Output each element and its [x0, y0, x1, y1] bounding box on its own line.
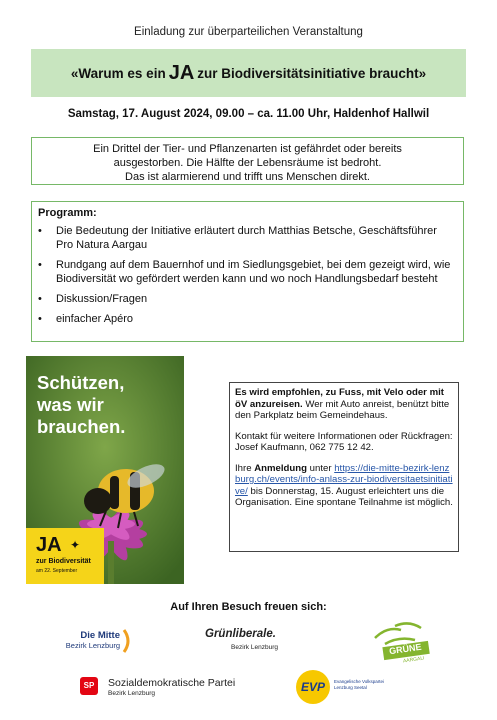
grunliberale-logo: Grünliberale. Bezirk Lenzburg — [205, 628, 278, 651]
title-suffix: zur Biodiversitätsinitiative braucht» — [197, 65, 427, 81]
sp-mark-icon: SP — [80, 677, 98, 695]
sunflower-icon — [365, 618, 435, 664]
program-item: • Diskussion/Fragen — [38, 293, 148, 305]
ja-date: am 22. September — [36, 568, 78, 574]
title-banner — [31, 49, 466, 97]
bullet-icon: • — [38, 259, 42, 271]
contact-info: Kontakt für weitere Informationen oder Rückfragen: Josef Kaufmann, 062 775 12 42. — [235, 430, 453, 453]
sp-logo: SP Sozialdemokratische Partei Bezirk Lenzburg — [80, 676, 240, 700]
program-item: • Die Bedeutung der Initiative erläutert durch Matthias Betsche, Geschäftsführer Pro Natura Aargau — [38, 225, 437, 251]
program-item: • Rundgang auf dem Bauernhof und im Siedlungsgebiet, bei dem gezeigt wird, wie Biodiversität wo gefördert werden kann und wo noch Handlungsbedarf besteht — [38, 259, 451, 285]
program-item: • einfacher Apéro — [38, 313, 134, 325]
thanks-line: Auf Ihren Besuch freuen sich: — [170, 601, 327, 613]
mitte-arc-icon — [122, 628, 132, 654]
program-box — [31, 201, 464, 342]
title-prefix: «Warum es ein — [70, 65, 166, 81]
info-box — [229, 382, 459, 552]
registration-info: Ihre Anmeldung unter https://die-mitte-bezirk-lenzburg.ch/events/info-anlass-zur-biodiversitaetsinitiative/ bis Donnerstag, 15. August erleichtert uns die Organisation. Eine spontane Teilnahme ist möglich. — [235, 462, 453, 508]
intro-line: Ein Drittel der Tier- und Pflanzenarten ist gefährdet oder bereits — [93, 143, 402, 155]
bullet-icon: • — [38, 293, 42, 305]
travel-info: Es wird empfohlen, zu Fuss, mit Velo oder mit öV anzureisen. Wer mit Auto anreist, benützt bitte den Parkplatz beim Gemeindehaus. — [235, 387, 450, 421]
registration-link[interactable]: https://die-mitte-bezirk-lenzburg.ch/events/info-anlass-zur-biodiversitaetsinitiative/ — [235, 462, 453, 497]
gruene-logo: GRÜNE AARGAU — [365, 618, 435, 664]
campaign-poster — [26, 356, 184, 584]
bullet-icon: • — [38, 313, 42, 325]
intro-line: ausgestorben. Die Hälfte der Lebensräume ist bedroht. — [113, 157, 382, 169]
event-date-line: Samstag, 17. August 2024, 09.00 – ca. 11.00 Uhr, Haldenhof Hallwil — [67, 108, 430, 120]
title-ja: JA — [168, 61, 195, 84]
small-bee-icon: ✦ — [70, 538, 81, 552]
intro-line: Das ist alarmierend und trifft uns Menschen direkt. — [125, 171, 370, 183]
bullet-icon: • — [38, 225, 42, 237]
ja-badge — [26, 528, 104, 584]
die-mitte-logo: Die Mitte Bezirk Lenzburg — [52, 626, 132, 656]
ja-word: JA — [36, 534, 62, 556]
poster-slogan: Schützen, was wir brauchen. — [37, 372, 126, 437]
invitation-line: Einladung zur überparteilichen Veranstaltung — [134, 26, 363, 38]
evp-logo: EVP Evangelische Volkspartei Lenzburg Seetal — [296, 670, 386, 706]
program-title: Programm: — [38, 207, 97, 219]
program-list — [38, 224, 457, 326]
intro-box — [31, 137, 464, 185]
ja-subtitle: zur Biodiversität — [36, 558, 91, 565]
